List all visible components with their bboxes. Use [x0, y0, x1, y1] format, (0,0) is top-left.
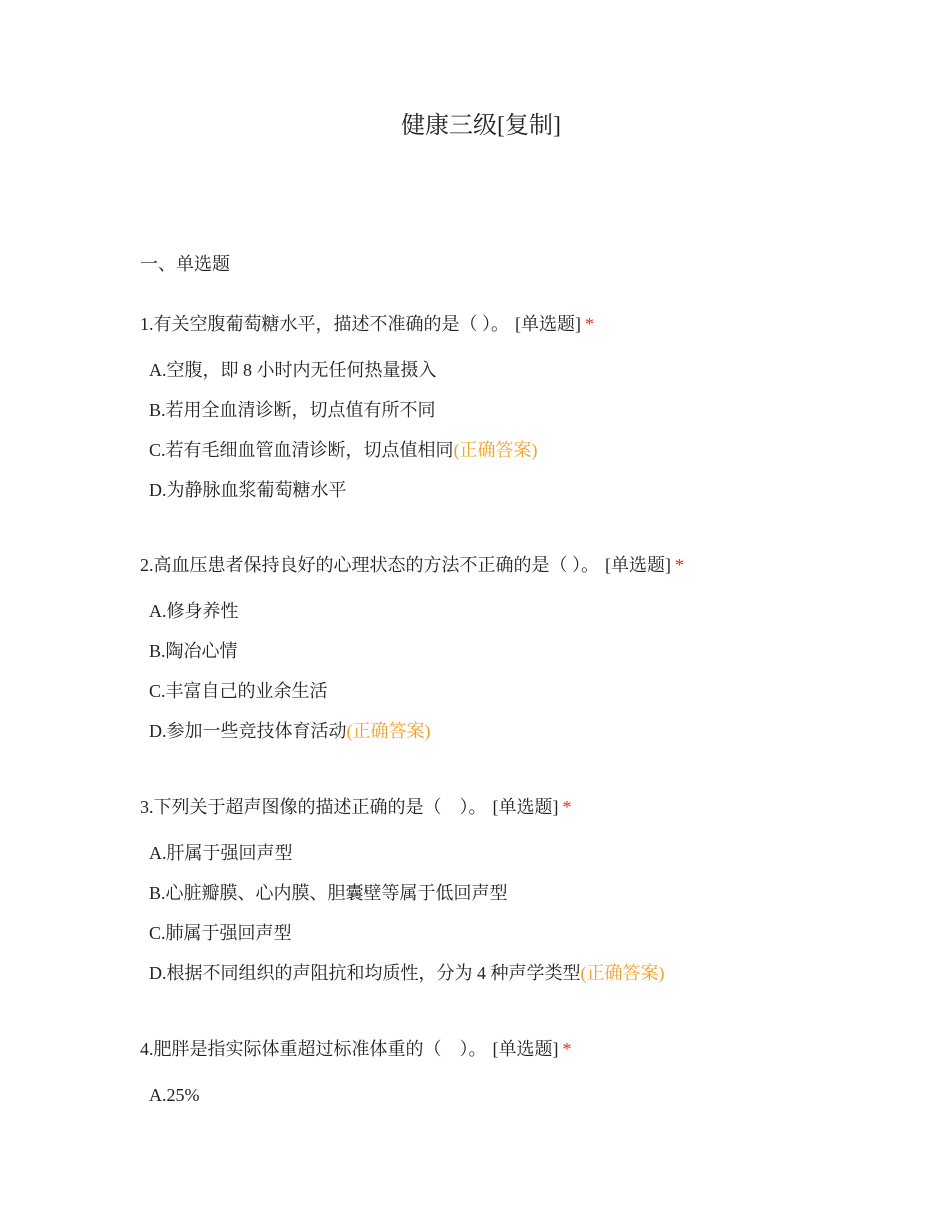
correct-answer-label: (正确答案)	[580, 963, 665, 983]
options-list	[140, 597, 900, 745]
required-mark: *	[562, 1039, 572, 1059]
option-text: B.陶冶心情	[149, 641, 238, 661]
option-a[interactable]	[149, 597, 900, 625]
option-text: D.参加一些竞技体育活动	[149, 721, 347, 741]
option-b[interactable]	[149, 879, 900, 907]
option-c[interactable]	[149, 677, 900, 705]
option-c[interactable]	[149, 436, 900, 464]
option-text: B.若用全血清诊断，切点值有所不同	[149, 400, 436, 420]
question-type-label: [单选题]	[492, 1039, 559, 1059]
option-text: C.丰富自己的业余生活	[149, 681, 328, 701]
question-text: 1.有关空腹葡萄糖水平，描述不准确的是（ ）。	[140, 314, 509, 334]
question-3	[140, 793, 900, 999]
question-text: 2.高血压患者保持良好的心理状态的方法不正确的是（ ）。	[140, 555, 599, 575]
options-list	[140, 839, 900, 987]
option-text: C.肺属于强回声型	[149, 923, 292, 943]
question-stem	[140, 310, 900, 338]
option-text: D.根据不同组织的声阻抗和均质性，分为 4 种声学类型	[149, 963, 581, 983]
option-text: A.25%	[149, 1085, 200, 1105]
correct-answer-label: (正确答案)	[346, 721, 431, 741]
option-text: A.空腹，即 8 小时内无任何热量摄入	[149, 360, 437, 380]
option-c[interactable]	[149, 919, 900, 947]
question-1	[140, 310, 900, 516]
options-list	[140, 1081, 900, 1109]
option-text: D.为静脉血浆葡萄糖水平	[149, 480, 347, 500]
question-text: 4.肥胖是指实际体重超过标准体重的（ ）。	[140, 1039, 487, 1059]
question-4	[140, 1035, 900, 1121]
option-d[interactable]	[149, 717, 900, 745]
question-stem	[140, 551, 900, 579]
required-mark: *	[562, 797, 572, 817]
question-2	[140, 551, 900, 757]
correct-answer-label: (正确答案)	[453, 440, 538, 460]
question-stem	[140, 1035, 900, 1063]
section-title: 一、单选题	[140, 254, 230, 274]
question-type-label: [单选题]	[605, 555, 671, 575]
option-d[interactable]	[149, 959, 900, 987]
option-a[interactable]	[149, 839, 900, 867]
page-title: 健康三级[复制]	[401, 113, 561, 139]
question-type-label: [单选题]	[515, 314, 581, 334]
question-type-label: [单选题]	[492, 797, 559, 817]
options-list	[140, 356, 900, 504]
option-text: A.肝属于强回声型	[149, 843, 293, 863]
option-a[interactable]	[149, 1081, 900, 1109]
question-text: 3.下列关于超声图像的描述正确的是（ ）。	[140, 797, 487, 817]
question-stem	[140, 793, 900, 821]
required-mark: *	[585, 314, 594, 334]
option-d[interactable]	[149, 476, 900, 504]
option-b[interactable]	[149, 637, 900, 665]
option-text: B.心脏瓣膜、心内膜、胆囊壁等属于低回声型	[149, 883, 508, 903]
required-mark: *	[675, 555, 684, 575]
option-text: C.若有毛细血管血清诊断，切点值相同	[149, 440, 454, 460]
option-a[interactable]	[149, 356, 900, 384]
option-b[interactable]	[149, 396, 900, 424]
option-text: A.修身养性	[149, 601, 239, 621]
